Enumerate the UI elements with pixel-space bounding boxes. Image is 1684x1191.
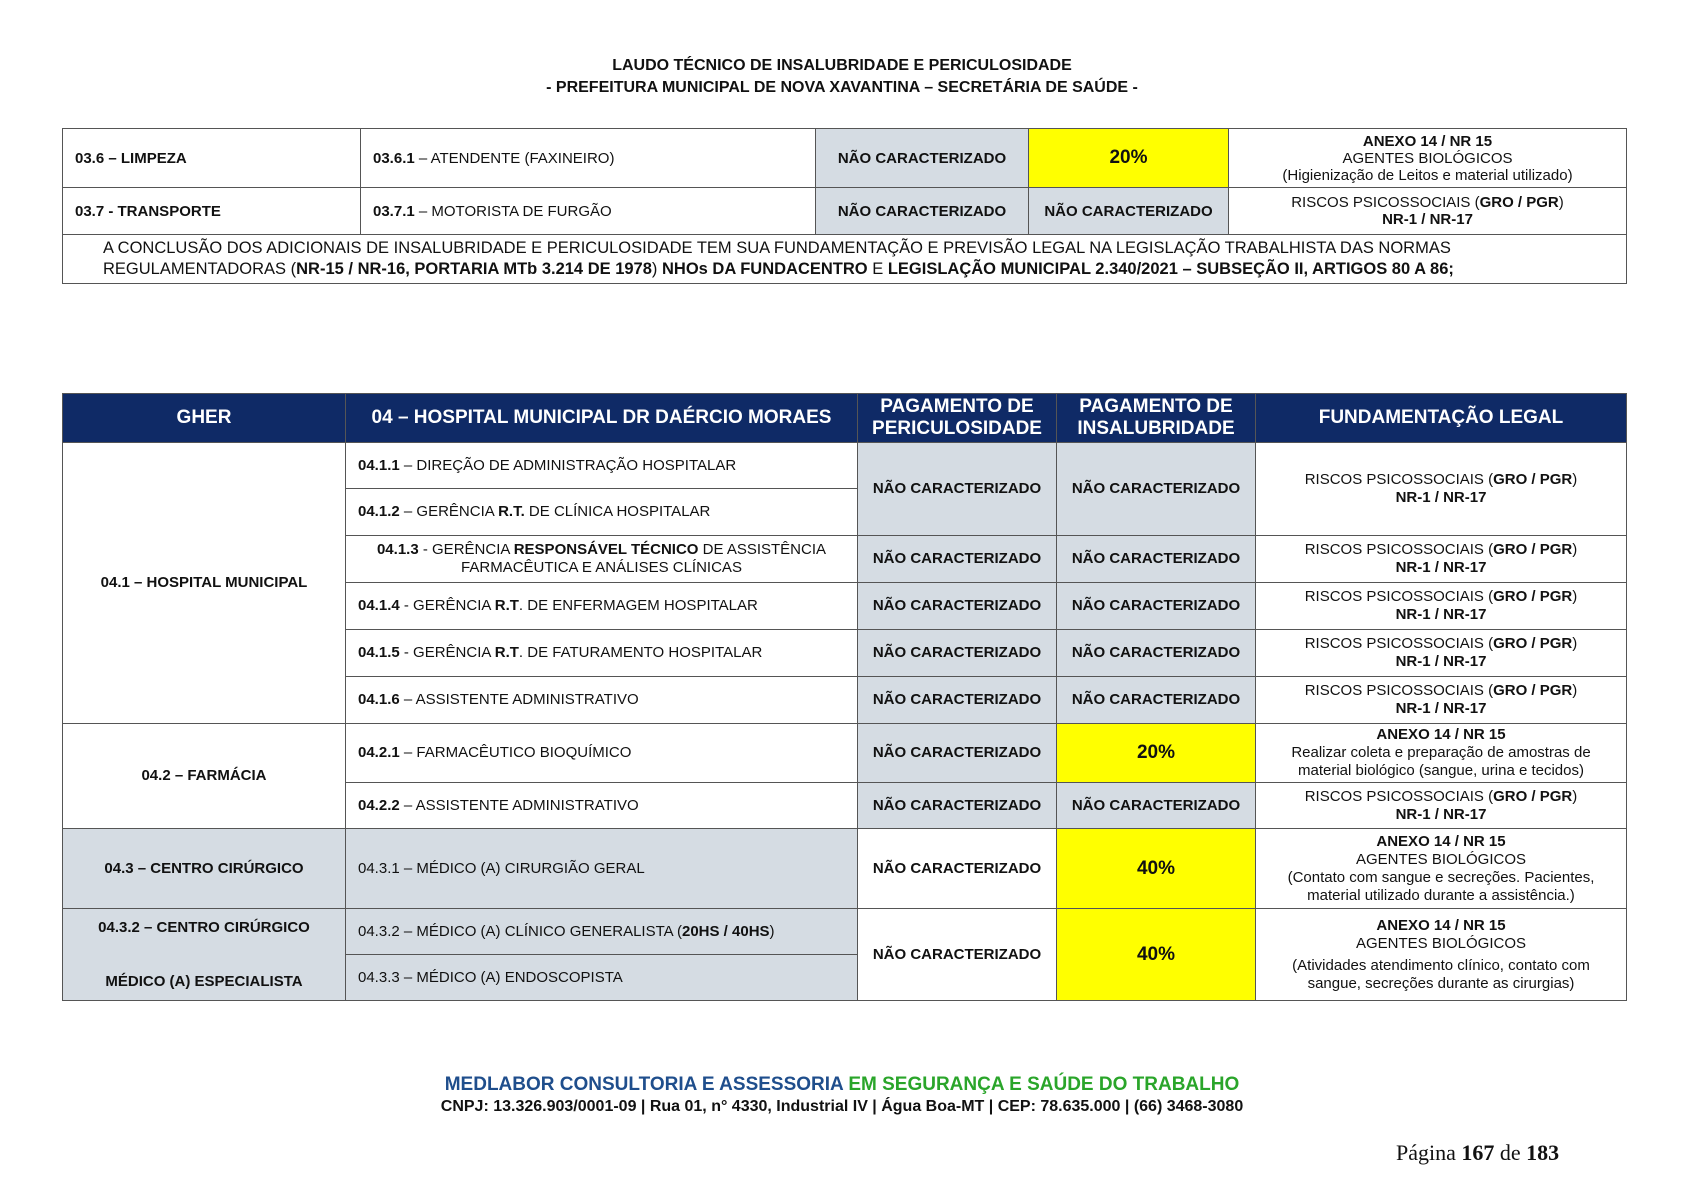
legal-basis-cell: ANEXO 14 / NR 15 AGENTES BIOLÓGICOS (Atividades atendimento clínico, contato com sangue, secreções durante as cirurgias) <box>1256 909 1627 1001</box>
function-cell: 04.1.1 – DIREÇÃO DE ADMINISTRAÇÃO HOSPITALAR <box>346 443 858 489</box>
insalubridade-cell: NÃO CARACTERIZADO <box>1057 536 1256 583</box>
page-number: Página 167 de 183 <box>1396 1140 1560 1165</box>
group-cell: 04.1 – HOSPITAL MUNICIPAL <box>63 443 346 724</box>
periculosidade-cell: NÃO CARACTERIZADO <box>858 829 1057 909</box>
column-header-gher: GHER <box>63 394 346 443</box>
legal-basis-cell <box>1229 129 1627 188</box>
document-title: LAUDO TÉCNICO DE INSALUBRIDADE E PERICULOSIDADE <box>612 57 1072 74</box>
footer-address: CNPJ: 13.326.903/0001-09 | Rua 01, n° 4330, Industrial IV | Água Boa-MT | CEP: 78.635.000 | (66) 3468-3080 <box>440 1098 1244 1115</box>
periculosidade-cell: NÃO CARACTERIZADO <box>858 536 1057 583</box>
function-code: 03.7.1 <box>373 202 415 220</box>
periculosidade-cell: NÃO CARACTERIZADO <box>858 783 1057 829</box>
periculosidade-cell: NÃO CARACTERIZADO <box>858 677 1057 724</box>
insalubridade-cell: 20% <box>1057 724 1256 783</box>
function-cell: 04.2.2 – ASSISTENTE ADMINISTRATIVO <box>346 783 858 829</box>
function-cell: 04.3.2 – MÉDICO (A) CLÍNICO GENERALISTA (20HS / 40HS) <box>346 909 858 955</box>
periculosidade-cell: NÃO CARACTERIZADO <box>816 188 1029 235</box>
function-cell: 04.3.1 – MÉDICO (A) CIRURGIÃO GERAL <box>346 829 858 909</box>
function-cell: 04.1.6 – ASSISTENTE ADMINISTRATIVO <box>346 677 858 724</box>
column-header-legal: FUNDAMENTAÇÃO LEGAL <box>1256 394 1627 443</box>
legal-basis-cell: ANEXO 14 / NR 15 Realizar coleta e preparação de amostras de material biológico (sangue, urina e tecidos) <box>1256 724 1627 783</box>
table-row <box>63 129 1627 188</box>
legal-basis-cell: RISCOS PSICOSSOCIAIS (GRO / PGR) NR-1 / NR-17 <box>1256 536 1627 583</box>
legal-title: ANEXO 14 / NR 15 <box>1362 132 1493 150</box>
legal-basis-cell: RISCOS PSICOSSOCIAIS (GRO / PGR) NR-1 / NR-17 <box>1256 630 1627 677</box>
periculosidade-cell: NÃO CARACTERIZADO <box>858 583 1057 630</box>
legal-line: AGENTES BIOLÓGICOS <box>1342 149 1513 167</box>
section-cell: 03.7 - TRANSPORTE <box>63 188 361 235</box>
group-cell: 04.3.2 – CENTRO CIRÚRGICO MÉDICO (A) ESPECIALISTA <box>63 909 346 1001</box>
classification-table-03 <box>62 128 1627 284</box>
table-row <box>63 443 1627 489</box>
function-cell <box>361 188 816 235</box>
table-row <box>63 724 1627 783</box>
function-cell <box>361 129 816 188</box>
legal-line: (Higienização de Leitos e material utilizado) <box>1282 166 1573 184</box>
insalubridade-cell: NÃO CARACTERIZADO <box>1057 783 1256 829</box>
section-cell: 03.6 – LIMPEZA <box>63 129 361 188</box>
function-cell: 04.1.3 - GERÊNCIA RESPONSÁVEL TÉCNICO DE ASSISTÊNCIA FARMACÊUTICA E ANÁLISES CLÍNICAS <box>346 536 858 583</box>
legal-basis-cell: RISCOS PSICOSSOCIAIS (GRO / PGR) NR-1 / NR-17 <box>1256 443 1627 536</box>
legal-line: RISCOS PSICOSSOCIAIS (GRO / PGR) <box>1291 194 1564 211</box>
function-cell: 04.2.1 – FARMACÊUTICO BIOQUÍMICO <box>346 724 858 783</box>
function-cell: 04.3.3 – MÉDICO (A) ENDOSCOPISTA <box>346 955 858 1001</box>
insalubridade-cell: NÃO CARACTERIZADO <box>1057 443 1256 536</box>
periculosidade-cell: NÃO CARACTERIZADO <box>816 129 1029 188</box>
classification-table-04 <box>62 393 1627 1001</box>
column-header-unit: 04 – HOSPITAL MUNICIPAL DR DAÉRCIO MORAES <box>346 394 858 443</box>
insalubridade-cell: NÃO CARACTERIZADO <box>1057 677 1256 724</box>
conclusion-note: A CONCLUSÃO DOS ADICIONAIS DE INSALUBRIDADE E PERICULOSIDADE TEM SUA FUNDAMENTAÇÃO E PREVISÃO LEGAL NA LEGISLAÇÃO TRABALHISTA DAS NORMAS REGULAMENTADORAS (NR-15 / NR-16, PORTARIA MTb 3.214 DE 1978) NHOs DA FUNDACENTRO E LEGISLAÇÃO MUNICIPAL 2.340/2021 – SUBSEÇÃO II, ARTIGOS 80 A 86; <box>63 235 1627 284</box>
function-cell: 04.1.4 - GERÊNCIA R.T. DE ENFERMAGEM HOSPITALAR <box>346 583 858 630</box>
column-header-insalubridade: PAGAMENTO DE INSALUBRIDADE <box>1057 394 1256 443</box>
footer-company: MEDLABOR CONSULTORIA E ASSESSORIA EM SEGURANÇA E SAÚDE DO TRABALHO <box>444 1074 1240 1095</box>
group-cell: 04.3 – CENTRO CIRÚRGICO <box>63 829 346 909</box>
group-cell: 04.2 – FARMÁCIA <box>63 724 346 829</box>
periculosidade-cell: NÃO CARACTERIZADO <box>858 443 1057 536</box>
insalubridade-cell: 40% <box>1057 909 1256 1001</box>
legal-line: NR-1 / NR-17 <box>1382 211 1473 228</box>
legal-basis-cell: ANEXO 14 / NR 15 AGENTES BIOLÓGICOS (Contato com sangue e secreções. Pacientes, material utilizado durante a assistência.) <box>1256 829 1627 909</box>
periculosidade-cell: NÃO CARACTERIZADO <box>858 630 1057 677</box>
function-cell: 04.1.2 – GERÊNCIA R.T. DE CLÍNICA HOSPITALAR <box>346 489 858 536</box>
periculosidade-cell: NÃO CARACTERIZADO <box>858 724 1057 783</box>
function-label: – MOTORISTA DE FURGÃO <box>414 202 612 220</box>
table-row <box>63 829 1627 909</box>
insalubridade-cell: NÃO CARACTERIZADO <box>1057 630 1256 677</box>
function-cell: 04.1.5 - GERÊNCIA R.T. DE FATURAMENTO HOSPITALAR <box>346 630 858 677</box>
legal-basis-cell: RISCOS PSICOSSOCIAIS (GRO / PGR) NR-1 / NR-17 <box>1256 677 1627 724</box>
insalubridade-cell: 40% <box>1057 829 1256 909</box>
insalubridade-cell: 20% <box>1029 129 1229 188</box>
legal-basis-cell <box>1229 188 1627 235</box>
insalubridade-cell: NÃO CARACTERIZADO <box>1029 188 1229 235</box>
insalubridade-cell: NÃO CARACTERIZADO <box>1057 583 1256 630</box>
table-row <box>63 235 1627 284</box>
function-label: – ATENDENTE (FAXINEIRO) <box>414 149 615 167</box>
document-subtitle: - PREFEITURA MUNICIPAL DE NOVA XAVANTINA – SECRETÁRIA DE SAÚDE - <box>546 79 1138 96</box>
table-row <box>63 909 1627 955</box>
table-row <box>63 188 1627 235</box>
column-header-periculosidade: PAGAMENTO DE PERICULOSIDADE <box>858 394 1057 443</box>
legal-basis-cell: RISCOS PSICOSSOCIAIS (GRO / PGR) NR-1 / NR-17 <box>1256 583 1627 630</box>
function-code: 03.6.1 <box>373 149 415 167</box>
legal-basis-cell: RISCOS PSICOSSOCIAIS (GRO / PGR) NR-1 / NR-17 <box>1256 783 1627 829</box>
table-header-row <box>63 394 1627 443</box>
periculosidade-cell: NÃO CARACTERIZADO <box>858 909 1057 1001</box>
